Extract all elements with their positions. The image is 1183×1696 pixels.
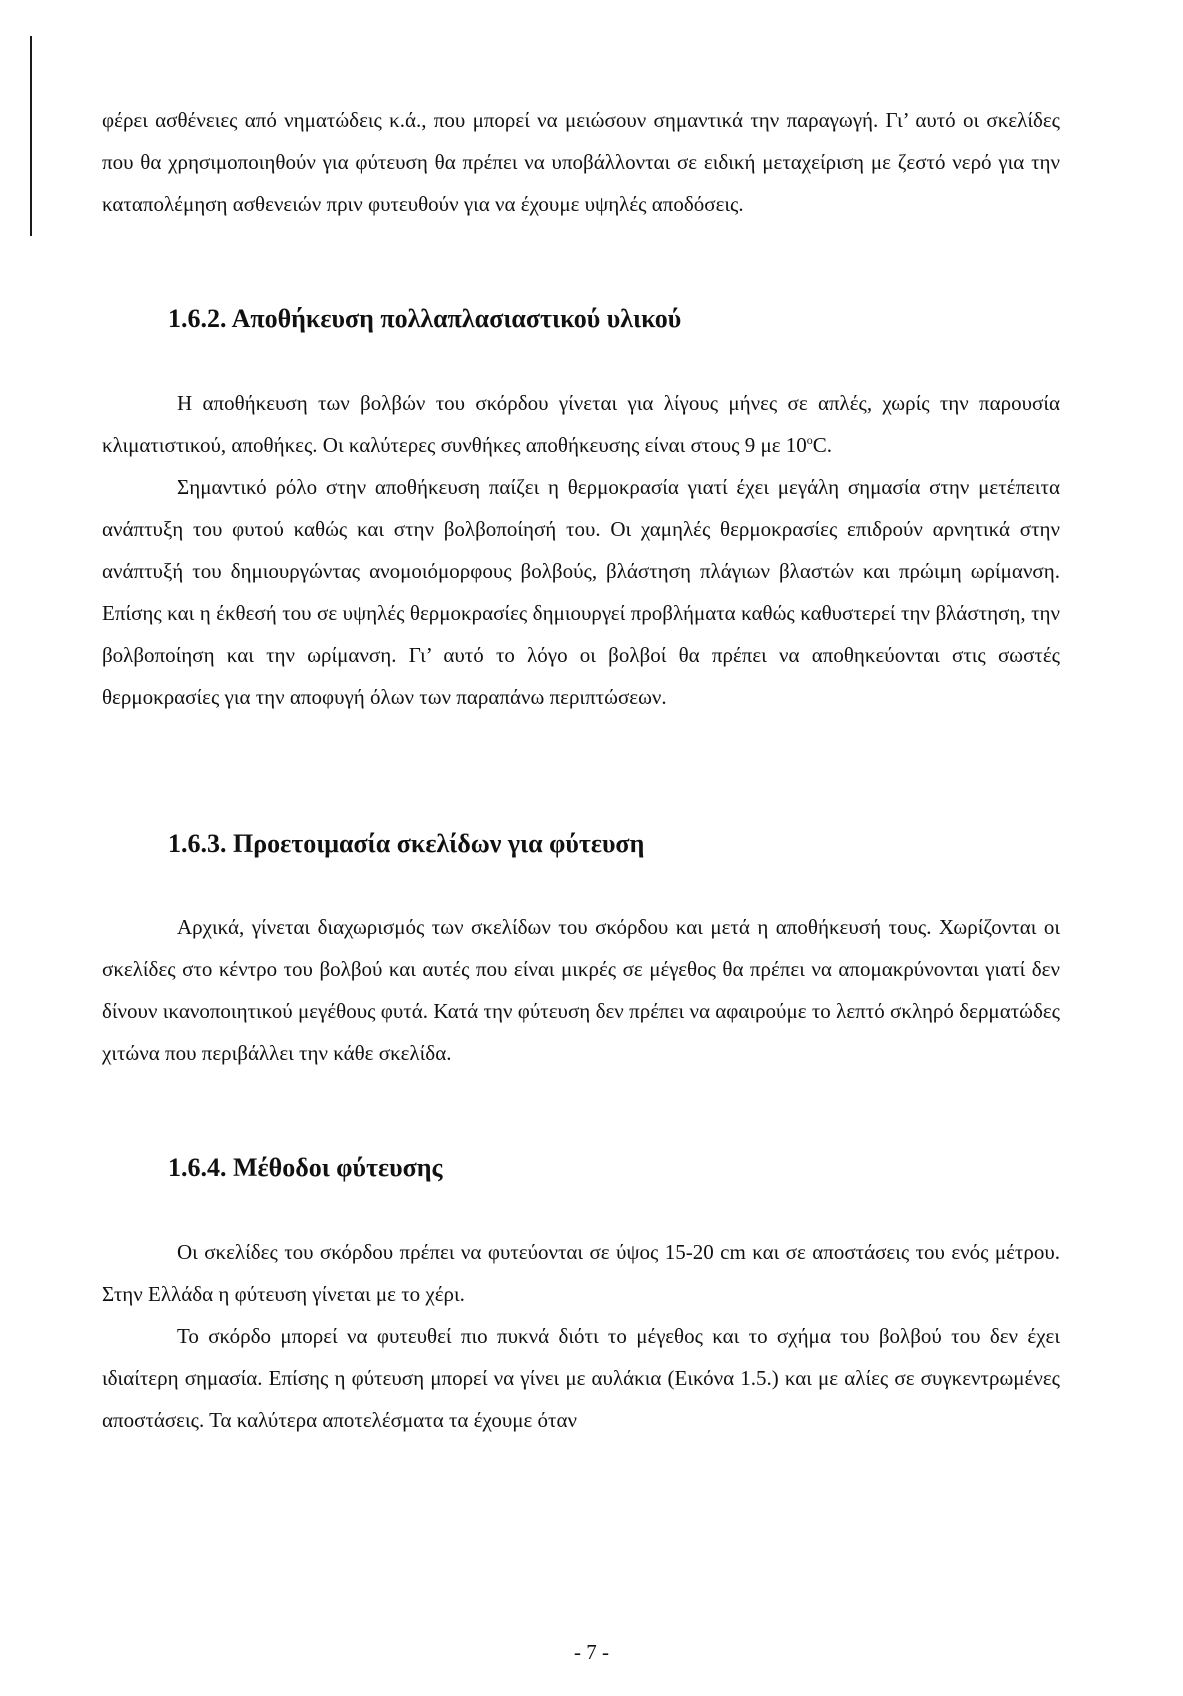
storage-paragraph-text: Η αποθήκευση των βολβών του σκόρδου γίνεται για λίγους μήνες σε απλές, χωρίς την παρουσία κλιματιστικού, αποθήκες. Οι καλύτερες συνθήκες αποθήκευσης είναι στους 9 με 10 — [102, 391, 1060, 457]
intro-paragraph-block — [102, 99, 1060, 225]
planting-paragraph-1: Οι σκελίδες του σκόρδου πρέπει να φυτεύονται σε ύψος 15-20 cm και σε αποστάσεις του ενός μέτρου. Στην Ελλάδα η φύτευση γίνεται με το χέρι. — [102, 1240, 1060, 1306]
intro-paragraph: φέρει ασθένειες από νηματώδεις κ.ά., που μπορεί να μειώσουν σημαντικά την παραγωγή. Γι’ αυτό οι σκελίδες που θα χρησιμοποιηθούν για φύτευση θα πρέπει να υποβάλλονται σε ειδική μεταχείριση με ζεστό νερό για την καταπολέμηση ασθενειών πριν φυτευθούν για να έχουμε υψηλές αποδόσεις. — [102, 108, 1060, 216]
storage-paragraph — [102, 382, 1060, 466]
section-1-6-2-body — [102, 382, 1060, 718]
storage-paragraph-unit: C. — [812, 433, 833, 457]
preparation-paragraph: Αρχικά, γίνεται διαχωρισμός των σκελίδων του σκόρδου και μετά η αποθήκευσή τους. Χωρίζονται οι σκελίδες στο κέντρο του βολβού και αυτές που είναι μικρές σε μέγεθος θα πρέπει να απομακρύνονται γιατί δεν δίνουν ικανοποιητικού μεγέθους φυτά. Κατά την φύτευση δεν πρέπει να αφαιρούμε το λεπτό σκληρό δερματώδες χιτώνα που περιβάλλει την κάθε σκελίδα. — [102, 915, 1060, 1065]
section-heading-1-6-2: 1.6.2. Αποθήκευση πολλαπλασιαστικού υλικού — [168, 304, 682, 333]
degree-symbol: o — [806, 433, 813, 447]
planting-paragraph-2: Το σκόρδο μπορεί να φυτευθεί πιο πυκνά διότι το μέγεθος και το σχήμα του βολβού του δεν έχει ιδιαίτερη σημασία. Επίσης η φύτευση μπορεί να γίνει με αυλάκια (Εικόνα 1.5.) και με αλίες σε συγκεντρωμένες αποστάσεις. Τα καλύτερα αποτελέσματα τα έχουμε όταν — [102, 1324, 1060, 1432]
page-number: - 7 - — [574, 1640, 609, 1664]
scan-edge-line — [30, 36, 32, 236]
section-heading-1-6-3: 1.6.3. Προετοιμασία σκελίδων για φύτευση — [168, 829, 645, 858]
section-1-6-4-body — [102, 1231, 1060, 1441]
section-1-6-3-body — [102, 906, 1060, 1074]
temperature-paragraph: Σημαντικό ρόλο στην αποθήκευση παίζει η θερμοκρασία γιατί έχει μεγάλη σημασία στην μετέπειτα ανάπτυξη του φυτού καθώς και στην βολβοποίησή του. Οι χαμηλές θερμοκρασίες επιδρούν αρνητικά στην ανάπτυξή του δημιουργώντας ανομοιόμορφους βολβούς, βλάστηση πλάγιων βλαστών και πρώιμη ωρίμανση. Επίσης και η έκθεσή του σε υψηλές θερμοκρασίες δημιουργεί προβλήματα καθώς καθυστερεί την βλάστηση, την βολβοποίηση και την ωρίμανση. Γι’ αυτό το λόγο οι βολβοί θα πρέπει να αποθηκεύονται στις σωστές θερμοκρασίες για την αποφυγή όλων των παραπάνω περιπτώσεων. — [102, 475, 1060, 709]
section-heading-1-6-4: 1.6.4. Μέθοδοι φύτευσης — [168, 1153, 443, 1182]
